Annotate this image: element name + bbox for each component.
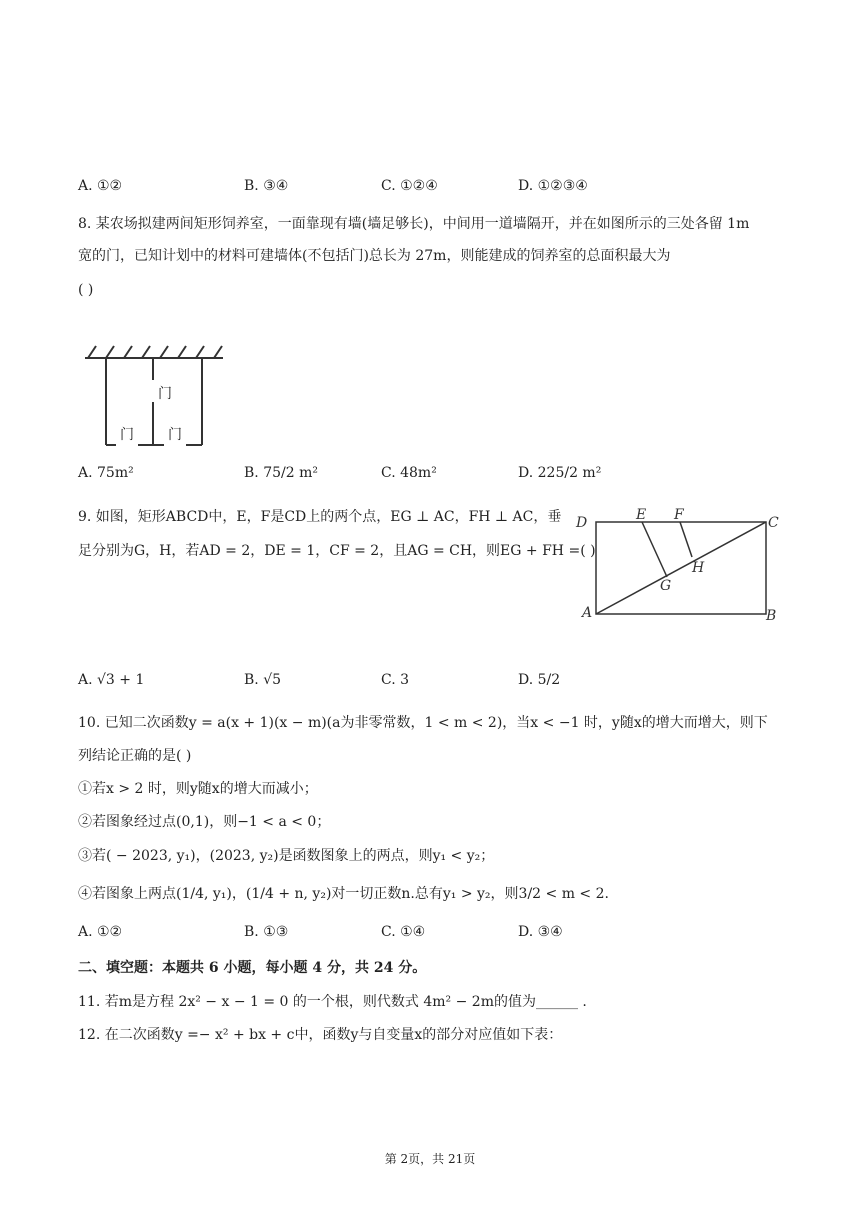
q9-label-b: B: [766, 608, 777, 624]
q9-label-c: C: [768, 515, 779, 531]
q10-text-line2: 列结论正确的是( ): [78, 748, 192, 764]
q7-option-c: C. ①②④: [381, 178, 438, 194]
q8-answer-blank: ( ): [78, 282, 94, 298]
q9-option-b: B. √5: [244, 672, 282, 688]
q9-label-a: A: [582, 605, 593, 621]
q9-text-line2: 足分别为G，H，若AD = 2，DE = 1，CF = 2，且AG = CH，则EG + FH =( ): [78, 543, 596, 559]
q9-label-e: E: [636, 507, 647, 523]
q7-option-d: D. ①②③④: [518, 178, 588, 194]
q9-label-h: H: [692, 560, 705, 576]
q10-statement-1: ①若x > 2 时，则y随x的增大而减小；: [78, 781, 318, 797]
q8-option-a: A. 75m²: [78, 465, 134, 481]
q10-text-line1: 10. 已知二次函数y = a(x + 1)(x − m)(a为非零常数，1 < m < 2)，当x < −1 时，y随x的增大而增大，则下: [78, 715, 768, 731]
q10-statement-3: ③若( − 2023, y₁)，(2023, y₂)是函数图象上的两点，则y₁ < y₂；: [78, 848, 495, 864]
q7-option-b: B. ③④: [244, 178, 289, 194]
q8-door-label-right: 门: [168, 427, 182, 443]
q10-statement-2: ②若图象经过点(0,1)，则−1 < a < 0；: [78, 814, 331, 830]
section-2-heading: 二、填空题：本题共 6 小题，每小题 4 分，共 24 分。: [78, 960, 427, 976]
q9-option-d: D. 5/2: [518, 672, 561, 688]
q8-option-b: B. 75/2 m²: [244, 465, 318, 481]
page-footer: 第 2页，共 21页: [384, 1152, 476, 1166]
q9-label-d: D: [576, 515, 588, 531]
q9-label-f: F: [674, 507, 684, 523]
q9-option-a: A. √3 + 1: [78, 672, 145, 688]
q8-text-line2: 宽的门，已知计划中的材料可建墙体(不包括门)总长为 27m，则能建成的饲养室的总面积最大为: [78, 248, 671, 264]
q11-text: 11. 若m是方程 2x² − x − 1 = 0 的一个根，则代数式 4m² − 2m的值为______ .: [78, 994, 587, 1010]
q12-text: 12. 在二次函数y =− x² + bx + c中，函数y与自变量x的部分对应值如下表：: [78, 1027, 563, 1043]
q9-figure: [572, 504, 792, 628]
q10-statement-4: ④若图象上两点(1/4, y₁)，(1/4 + n, y₂)对一切正数n.总有y₁ > y₂，则3/2 < m < 2.: [78, 886, 609, 902]
q10-option-a: A. ①②: [78, 924, 123, 940]
q10-option-c: C. ①④: [381, 924, 426, 940]
q10-option-b: B. ①③: [244, 924, 289, 940]
q9-label-g: G: [660, 578, 672, 594]
q8-door-label-left: 门: [120, 427, 134, 443]
q8-options: [78, 465, 798, 487]
q8-door-label-middle: 门: [158, 386, 172, 402]
q8-figure: [80, 340, 230, 452]
q9-text-line1: 9. 如图，矩形ABCD中，E，F是CD上的两个点，EG ⊥ AC，FH ⊥ AC，垂: [78, 509, 562, 525]
q8-text-line1: 8. 某农场拟建两间矩形饲养室，一面靠现有墙(墙足够长)，中间用一道墙隔开，并在如图所示的三处各留 1m: [78, 216, 750, 232]
q7-option-a: A. ①②: [78, 178, 123, 194]
q9-option-c: C. 3: [381, 672, 410, 688]
q10-option-d: D. ③④: [518, 924, 563, 940]
q9-options: [78, 672, 798, 694]
q8-option-c: C. 48m²: [381, 465, 437, 481]
q7-options: [78, 178, 798, 200]
q8-option-d: D. 225/2 m²: [518, 465, 602, 481]
q10-options: [78, 924, 798, 946]
